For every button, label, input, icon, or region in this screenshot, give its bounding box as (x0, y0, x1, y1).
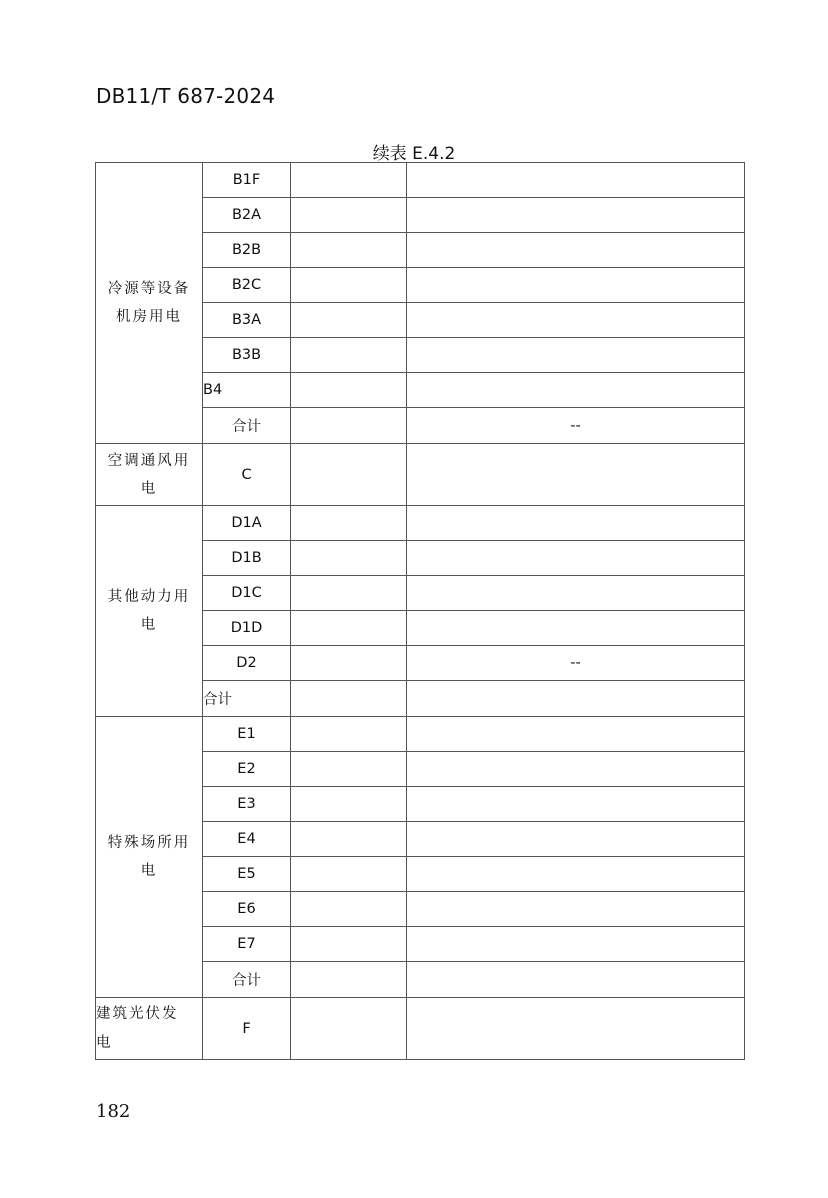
table-row (96, 444, 745, 506)
code-cell: 合计 (203, 962, 291, 998)
category-line: 电 (140, 863, 158, 879)
code-cell: D1C (203, 576, 291, 611)
table-row (96, 998, 745, 1060)
note-cell (407, 268, 745, 303)
note-cell: -- (407, 408, 745, 444)
code-cell: B1F (203, 163, 291, 198)
value-cell (291, 998, 407, 1060)
category-line: 其他动力用 (107, 589, 191, 605)
code-cell: F (203, 998, 291, 1060)
code-cell: E7 (203, 927, 291, 962)
table-row (96, 717, 745, 752)
value-cell (291, 303, 407, 338)
value-cell (291, 822, 407, 857)
code-cell: 合计 (203, 408, 291, 444)
code-cell: E5 (203, 857, 291, 892)
value-cell (291, 198, 407, 233)
code-cell: B4 (203, 373, 291, 408)
note-cell (407, 303, 745, 338)
note-cell (407, 444, 745, 506)
page-number: 182 (96, 1101, 131, 1122)
note-cell (407, 717, 745, 752)
category-line: 特殊场所用 (107, 835, 191, 851)
note-cell (407, 163, 745, 198)
category-line: 冷源等设备 (107, 281, 191, 297)
value-cell (291, 892, 407, 927)
value-cell (291, 541, 407, 576)
category-line: 机房用电 (116, 309, 182, 325)
note-cell (407, 998, 745, 1060)
note-cell (407, 857, 745, 892)
category-cell (96, 444, 203, 506)
value-cell (291, 163, 407, 198)
value-cell (291, 681, 407, 717)
category-line: 电 (140, 617, 158, 633)
code-cell: E1 (203, 717, 291, 752)
value-cell (291, 373, 407, 408)
value-cell (291, 611, 407, 646)
value-cell (291, 752, 407, 787)
code-cell: B2B (203, 233, 291, 268)
value-cell (291, 717, 407, 752)
value-cell (291, 338, 407, 373)
document-code: DB11/T 687-2024 (96, 84, 276, 108)
code-cell: B2C (203, 268, 291, 303)
note-cell: -- (407, 646, 745, 681)
code-cell: E3 (203, 787, 291, 822)
category-cell (96, 717, 203, 998)
category-cell (96, 998, 203, 1060)
note-cell (407, 962, 745, 998)
code-cell: E4 (203, 822, 291, 857)
note-cell (407, 198, 745, 233)
value-cell (291, 857, 407, 892)
note-cell (407, 892, 745, 927)
category-line: 电 (140, 480, 158, 497)
table-caption: 续表 E.4.2 (372, 144, 456, 164)
category-cell (96, 163, 203, 444)
category-cell (96, 506, 203, 717)
table-row (96, 163, 745, 198)
value-cell (291, 576, 407, 611)
code-cell: E6 (203, 892, 291, 927)
category-line: 空调通风用 (107, 452, 191, 469)
category-line: 电 (96, 1034, 113, 1051)
value-cell (291, 233, 407, 268)
note-cell (407, 506, 745, 541)
energy-table (95, 162, 745, 1060)
value-cell (291, 962, 407, 998)
value-cell (291, 408, 407, 444)
note-cell (407, 541, 745, 576)
note-cell (407, 233, 745, 268)
note-cell (407, 752, 745, 787)
note-cell (407, 611, 745, 646)
code-cell: D2 (203, 646, 291, 681)
code-cell: E2 (203, 752, 291, 787)
code-cell: D1D (203, 611, 291, 646)
value-cell (291, 927, 407, 962)
note-cell (407, 681, 745, 717)
code-cell: C (203, 444, 291, 506)
note-cell (407, 927, 745, 962)
value-cell (291, 506, 407, 541)
code-cell: B2A (203, 198, 291, 233)
value-cell (291, 444, 407, 506)
note-cell (407, 338, 745, 373)
code-cell: 合计 (203, 681, 291, 717)
value-cell (291, 646, 407, 681)
table-row (96, 506, 745, 541)
value-cell (291, 787, 407, 822)
code-cell: B3A (203, 303, 291, 338)
note-cell (407, 576, 745, 611)
code-cell: B3B (203, 338, 291, 373)
note-cell (407, 822, 745, 857)
code-cell: D1A (203, 506, 291, 541)
category-line: 建筑光伏发 (96, 1005, 179, 1022)
note-cell (407, 787, 745, 822)
value-cell (291, 268, 407, 303)
code-cell: D1B (203, 541, 291, 576)
note-cell (407, 373, 745, 408)
